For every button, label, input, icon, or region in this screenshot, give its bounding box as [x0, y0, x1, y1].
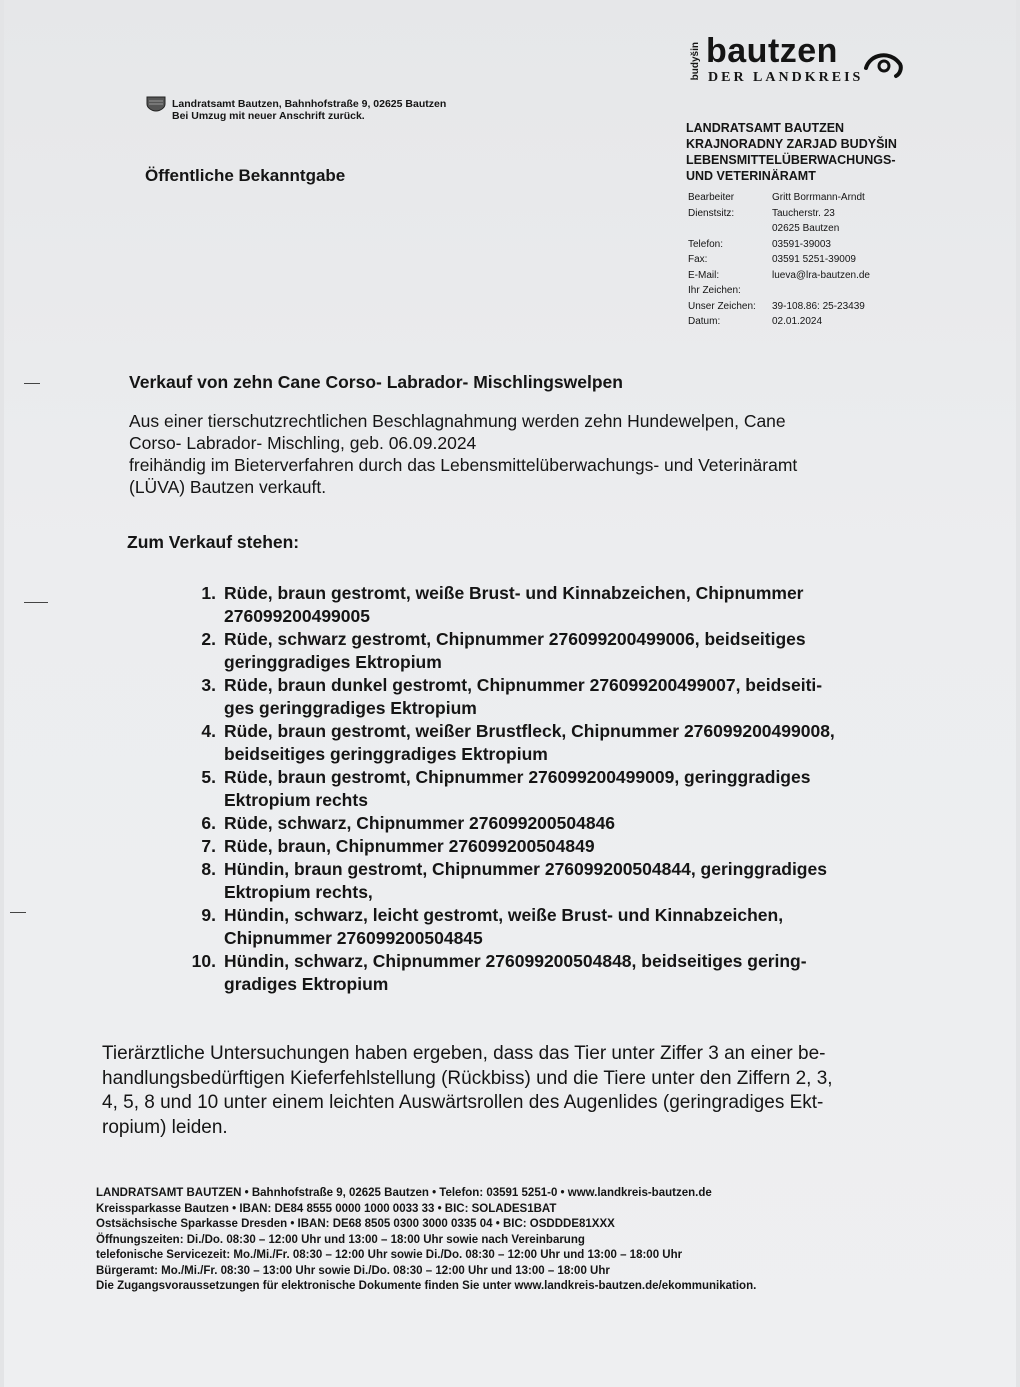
item-number: 1. — [201, 583, 216, 603]
contact-row — [688, 221, 870, 237]
summary-line: handlungsbedürftigen Kieferfehlstellung (Rückbiss) und die Tiere unter den Ziffern 2, 3, — [102, 1067, 833, 1089]
item-number: 10. — [191, 951, 216, 971]
item-text: Rüde, schwarz, Chipnummer 276099200504846 — [224, 813, 616, 833]
item-text: Rüde, braun, Chipnummer 276099200504849 — [224, 836, 595, 856]
item-number: 5. — [201, 767, 216, 787]
sender-line-1: Landratsamt Bautzen, Bahnhofstraße 9, 02625 Bautzen — [172, 98, 447, 110]
contact-value: lueva@lra-bautzen.de — [772, 269, 870, 281]
item-number: 9. — [201, 905, 216, 925]
item-text: Hündin, schwarz, leicht gestromt, weiße Brust- und Kinnabzeichen, — [224, 905, 784, 925]
for-sale-heading: Zum Verkauf stehen: — [127, 532, 300, 552]
footer-line: Die Zugangsvoraussetzungen für elektronische Dokumente finden Sie unter www.landkreis-bautzen.de/ekommunikation. — [96, 1280, 757, 1292]
list-item — [172, 858, 952, 904]
contact-row — [688, 206, 870, 222]
sender-line-2: Bei Umzug mit neuer Anschrift zurück. — [172, 110, 365, 122]
footer-line: Bürgeramt: Mo./Mi./Fr. 08:30 – 13:00 Uhr sowie Di./Do. 08:30 – 12:00 Uhr und 13:00 – 18:00 Uhr — [96, 1264, 610, 1277]
contact-row — [688, 268, 870, 284]
contact-row — [688, 314, 870, 330]
item-text: Ektropium rechts — [224, 790, 368, 810]
sender-return-address — [172, 98, 446, 122]
list-item — [172, 904, 952, 950]
intro-line: freihändig im Bieterverfahren durch das Lebensmittelüberwachungs- und Veterinäramt — [129, 455, 798, 475]
contact-value: Taucherstr. 23 — [772, 207, 835, 219]
logo-wordmark: bautzen — [706, 32, 838, 70]
list-item — [172, 582, 952, 628]
contact-row — [688, 237, 870, 253]
contact-row — [688, 283, 870, 299]
list-item — [172, 720, 952, 766]
contact-value: 03591 5251-39009 — [772, 254, 856, 265]
list-item — [172, 950, 952, 996]
letter-page — [4, 0, 1016, 1387]
fold-mark — [24, 383, 40, 384]
logo-side-text: budyšin — [690, 42, 701, 81]
footer-line: Kreissparkasse Bautzen • IBAN: DE84 8555 0000 1000 0033 33 • BIC: SOLADES1BAT — [96, 1202, 557, 1215]
fold-mark — [24, 602, 48, 603]
contact-value: 39-108.86: 25-23439 — [772, 300, 865, 312]
footer-line: LANDRATSAMT BAUTZEN • Bahnhofstraße 9, 02625 Bautzen • Telefon: 03591 5251-0 • www.landkreis-bautzen.de — [96, 1187, 712, 1199]
coat-of-arms-icon — [146, 96, 166, 112]
item-number: 3. — [201, 675, 216, 695]
contact-label — [688, 221, 772, 237]
contact-row — [688, 252, 870, 268]
contact-label: Bearbeiter — [688, 192, 735, 203]
item-text: Ektropium rechts, — [224, 882, 373, 902]
list-item — [172, 835, 952, 858]
vet-summary-paragraph — [102, 1042, 962, 1140]
contact-label: Telefon: — [688, 238, 724, 250]
notice-headline: Verkauf von zehn Cane Corso- Labrador- Mischlingswelpen — [129, 372, 623, 392]
item-number: 8. — [201, 859, 216, 879]
item-text: ges geringgradiges Ektropium — [224, 698, 477, 718]
contact-value: Gritt Borrmann-Arndt — [772, 192, 865, 203]
fold-mark — [10, 912, 26, 913]
authority-line: LANDRATSAMT BAUTZEN — [686, 121, 845, 135]
item-number: 2. — [201, 629, 216, 649]
list-item — [172, 628, 952, 674]
footer-line: Ostsächsische Sparkasse Dresden • IBAN: DE68 8505 0300 3000 0335 04 • BIC: OSDDDE81XXX — [96, 1218, 615, 1230]
contact-value: 03591-39003 — [772, 238, 831, 250]
list-item — [172, 766, 952, 812]
contact-details — [688, 190, 870, 330]
contact-value: 02625 Bautzen — [772, 223, 840, 234]
logo-swirl-icon — [862, 48, 906, 80]
bautzen-logo — [690, 32, 920, 96]
item-text: Hündin, braun gestromt, Chipnummer 276099200504844, geringgradiges — [224, 859, 827, 879]
item-text: beidseitiges geringgradiges Ektropium — [224, 744, 548, 764]
authority-line: KRAJNORADNY ZARJAD BUDYŠIN — [686, 137, 897, 151]
contact-label: Dienstsitz: — [688, 207, 735, 219]
summary-line: ropium) leiden. — [102, 1116, 228, 1138]
authority-line: LEBENSMITTELÜBERWACHUNGS- — [686, 153, 896, 167]
contact-label: E-Mail: — [688, 269, 720, 281]
footer-line: Öffnungszeiten: Di./Do. 08:30 – 12:00 Uhr und 13:00 – 18:00 Uhr sowie nach Vereinbarung — [96, 1233, 585, 1246]
intro-paragraph — [129, 410, 929, 498]
logo-subtitle: DER LANDKREIS — [708, 70, 864, 85]
contact-label: Ihr Zeichen: — [688, 285, 741, 296]
summary-line: 4, 5, 8 und 10 unter einem leichten Auswärtsrollen des Augenlides (geringradiges Ekt- — [102, 1092, 824, 1113]
item-number: 7. — [201, 836, 216, 856]
item-text: 276099200499005 — [224, 606, 370, 626]
intro-line: (LÜVA) Bautzen verkauft. — [129, 477, 327, 497]
letter-footer — [96, 1186, 756, 1295]
item-text: Rüde, braun gestromt, weiße Brust- und Kinnabzeichen, Chipnummer — [224, 583, 804, 603]
contact-label: Datum: — [688, 316, 721, 327]
footer-line: telefonische Servicezeit: Mo./Mi./Fr. 08:30 – 12:00 Uhr sowie Di./Do. 08:30 – 12:00 Uhr und 13:00 – 18:00 Uhr — [96, 1249, 683, 1261]
item-text: gradiges Ektropium — [224, 974, 389, 994]
item-text: Rüde, braun dunkel gestromt, Chipnummer 276099200499007, beidseiti- — [224, 675, 823, 695]
contact-row — [688, 299, 870, 315]
authority-line: UND VETERINÄRAMT — [686, 169, 816, 183]
puppy-list — [172, 582, 952, 996]
public-notice-title: Öffentliche Bekanntgabe — [145, 166, 346, 185]
item-text: Rüde, schwarz gestromt, Chipnummer 276099200499006, beidseitiges — [224, 629, 806, 649]
item-text: geringgradiges Ektropium — [224, 652, 442, 672]
item-text: Rüde, braun gestromt, Chipnummer 276099200499009, geringgradiges — [224, 767, 811, 787]
list-item — [172, 812, 952, 835]
item-text: Hündin, schwarz, Chipnummer 276099200504848, beidseitiges gering- — [224, 951, 807, 971]
contact-row — [688, 190, 870, 206]
item-number: 6. — [201, 813, 216, 833]
intro-line: Aus einer tierschutzrechtlichen Beschlagnahmung werden zehn Hundewelpen, Cane — [129, 411, 786, 431]
summary-line: Tierärztliche Untersuchungen haben ergeben, dass das Tier unter Ziffer 3 an einer be- — [102, 1043, 826, 1064]
list-item — [172, 674, 952, 720]
item-text: Chipnummer 276099200504845 — [224, 928, 483, 948]
contact-label: Unser Zeichen: — [688, 300, 756, 312]
authority-block — [686, 120, 897, 184]
item-text: Rüde, braun gestromt, weißer Brustfleck, Chipnummer 276099200499008, — [224, 721, 835, 741]
intro-line: Corso- Labrador- Mischling, geb. 06.09.2024 — [129, 433, 477, 453]
contact-label: Fax: — [688, 254, 708, 265]
contact-value: 02.01.2024 — [772, 316, 823, 327]
item-number: 4. — [201, 721, 216, 741]
